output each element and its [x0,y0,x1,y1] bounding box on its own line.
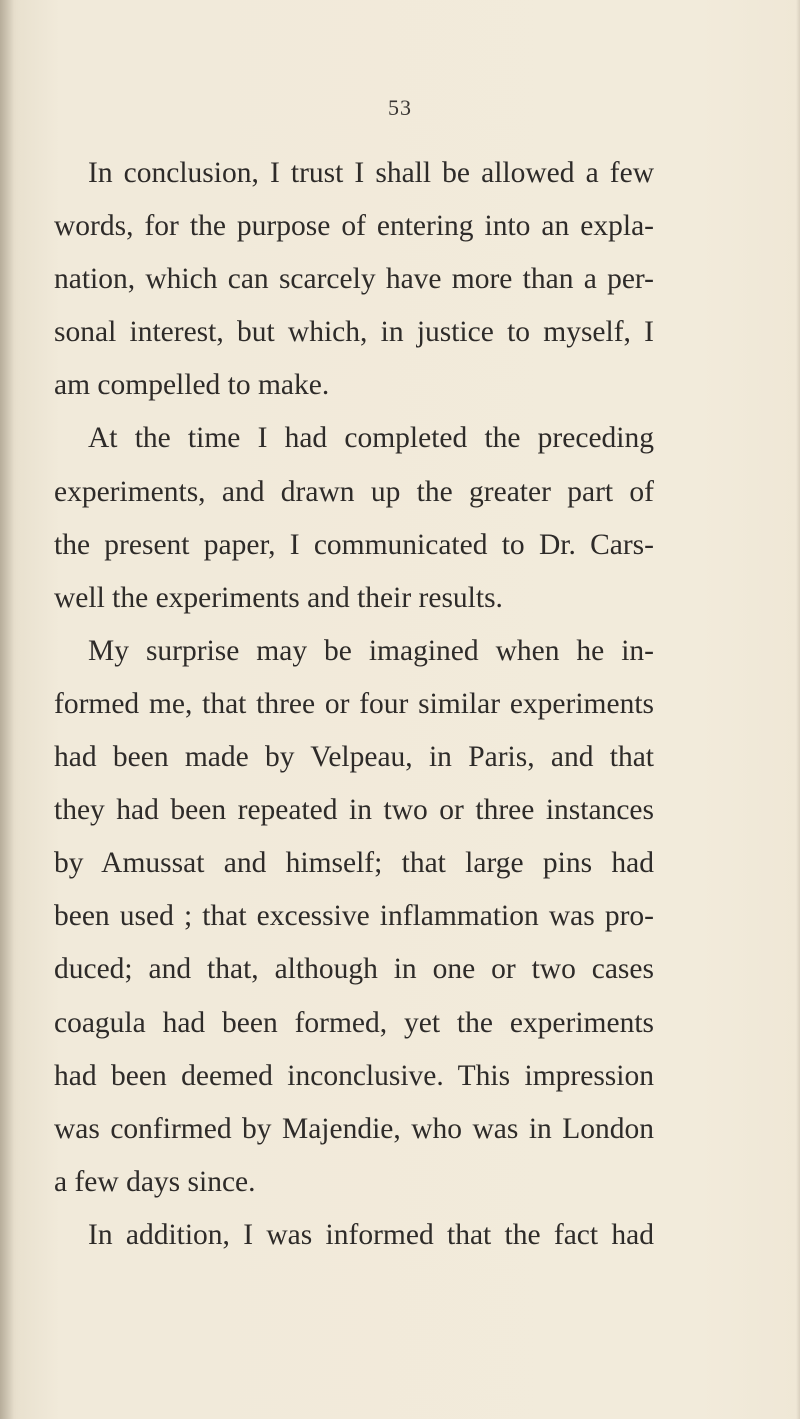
text-line: by Amussat and himself; that large pins had [54,847,654,880]
text-line: In addition, I was informed that the fact had [88,1218,654,1251]
text-line: been used ; that excessive inflammation was pro- [54,900,654,933]
text-line: a few days since. [54,1165,256,1198]
text-line: am compelled to make. [54,369,330,402]
text-line: had been made by Velpeau, in Paris, and that [54,741,654,774]
text-line: they had been repeated in two or three instances [54,794,654,827]
text-line: experiments, and drawn up the greater part of [54,475,654,508]
text-line: In conclusion, I trust I shall be allowed a few [88,157,654,189]
text-line: had been deemed inconclusive. This impression [54,1059,654,1092]
text-line: formed me, that three or four similar experiments [54,687,654,720]
text-line: duced; and that, although in one or two cases [54,953,654,986]
page-edge [796,0,800,1419]
page-number: 53 [388,95,412,120]
text-line: the present paper, I communicated to Dr. Cars- [54,528,654,561]
text-line: coagula had been formed, yet the experiments [54,1006,654,1039]
text-line: sonal interest, but which, in justice to myself, I [54,316,654,349]
text-line: At the time I had completed the preceding [88,422,654,455]
text-line: words, for the purpose of entering into an expla- [54,210,654,243]
text-line: My surprise may be imagined when he in- [88,634,654,667]
text-line: nation, which can scarcely have more than a per- [54,263,654,296]
spine-shadow [0,0,14,1419]
text-line: was confirmed by Majendie, who was in London [54,1112,654,1145]
text-line: well the experiments and their results. [54,581,503,614]
body-text [54,147,654,1262]
